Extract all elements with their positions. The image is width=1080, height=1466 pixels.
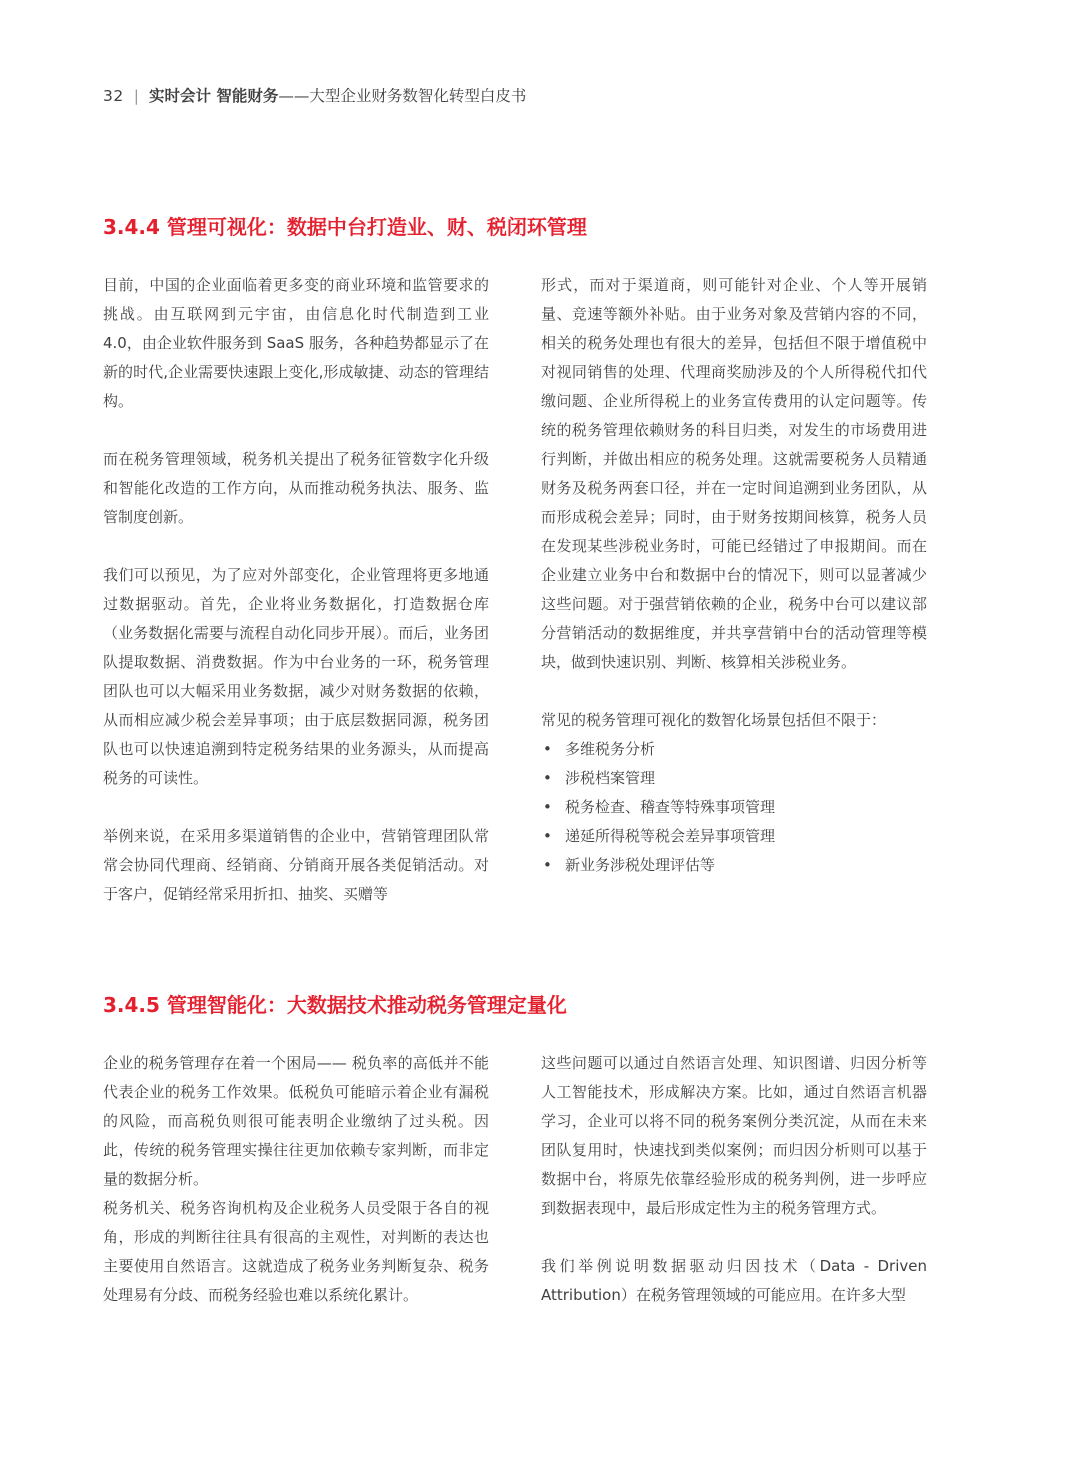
- list-intro: 常见的税务管理可视化的数智化场景包括但不限于：: [541, 711, 887, 729]
- paragraph: 而在税务管理领域，税务机关提出了税务征管数字化升级和智能化改造的工作方向，从而推动税务执法、服务、监管制度创新。: [103, 450, 489, 526]
- section-title-3-4-4: 3.4.4 管理可视化：数据中台打造业、财、税闭环管理: [103, 215, 587, 239]
- section-title-3-4-5: 3.4.5 管理智能化：大数据技术推动税务管理定量化: [103, 993, 567, 1017]
- paragraph: 税务机关、税务咨询机构及企业税务人员受限于各自的视角，形成的判断往往具有很高的主观性，对判断的表达也主要使用自然语言。这就造成了税务业务判断复杂、税务处理易有分歧、而税务经验也难以系统化累计。: [103, 1199, 489, 1304]
- paragraph: 我们可以预见，为了应对外部变化，企业管理将更多地通过数据驱动。首先，企业将业务数据化，打造数据仓库（业务数据化需要与流程自动化同步开展）。而后，业务团队提取数据、消费数据。作为中台业务的一环，税务管理团队也可以大幅采用业务数据，减少对财务数据的依赖，从而相应减少税会差异事项；由于底层数据同源，税务团队也可以快速追溯到特定税务结果的业务源头，从而提高税务的可读性。: [103, 566, 489, 787]
- paragraph: 目前，中国的企业面临着更多变的商业环境和监管要求的挑战。由互联网到元宇宙，由信息化时代制造到工业 4.0，由企业软件服务到 SaaS 服务，各种趋势都显示了在新的时代,企业需要快速跟上变化,形成敏捷、动态的管理结构。: [103, 276, 489, 410]
- paragraph: 这些问题可以通过自然语言处理、知识图谱、归因分析等人工智能技术，形成解决方案。比如，通过自然语言机器学习，企业可以将不同的税务案例分类沉淀，从而在未来团队复用时，快速找到类似案例；而归因分析则可以基于数据中台，将原先依靠经验形成的税务判例，进一步呼应到数据表现中，最后形成定性为主的税务管理方式。: [541, 1054, 927, 1217]
- page-number: 32: [103, 87, 124, 105]
- paragraph: 我们举例说明数据驱动归因技术（Data - Driven Attribution）在税务管理领域的可能应用。在许多大型: [541, 1257, 927, 1304]
- header-title-bold: 实时会计 智能财务: [148, 87, 279, 105]
- section2-left-column: [103, 1049, 489, 1310]
- running-header: [103, 84, 526, 108]
- paragraph: 企业的税务管理存在着一个困局—— 税负率的高低并不能代表企业的税务工作效果。低税负可能暗示着企业有漏税的风险，而高税负则很可能表明企业缴纳了过头税。因此，传统的税务管理实操往往更加依赖专家判断，而非定量的数据分析。: [103, 1054, 489, 1188]
- section1-right-column: [541, 271, 927, 880]
- paragraph: 举例来说，在采用多渠道销售的企业中，营销管理团队常常会协同代理商、经销商、分销商开展各类促销活动。对于客户，促销经常采用折扣、抽奖、买赠等: [103, 827, 489, 903]
- paragraph: 形式，而对于渠道商，则可能针对企业、个人等开展销量、竞速等额外补贴。由于业务对象及营销内容的不同，相关的税务处理也有很大的差异，包括但不限于增值税中对视同销售的处理、代理商奖励涉及的个人所得税代扣代缴问题、企业所得税上的业务宣传费用的认定问题等。传统的税务管理依赖财务的科目归类，对发生的市场费用进行判断，并做出相应的税务处理。这就需要税务人员精通财务及税务两套口径，并在一定时间追溯到业务团队，从而形成税会差异；同时，由于财务按期间核算，税务人员在发现某些涉税业务时，可能已经错过了申报期间。而在企业建立业务中台和数据中台的情况下，则可以显著减少这些问题。对于强营销依赖的企业，税务中台可以建议部分营销活动的数据维度，并共享营销中台的活动管理等模块，做到快速识别、判断、核算相关涉税业务。: [541, 276, 927, 671]
- section2-right-column: [541, 1049, 927, 1310]
- list-item: • 涉税档案管理: [541, 764, 927, 793]
- list-item: • 多维税务分析: [541, 735, 927, 764]
- list-item: • 税务检查、稽查等特殊事项管理: [541, 793, 927, 822]
- header-separator: |: [133, 87, 139, 105]
- list-item: • 新业务涉税处理评估等: [541, 851, 927, 880]
- list-item: • 递延所得税等税会差异事项管理: [541, 822, 927, 851]
- header-title-rest: ——大型企业财务数智化转型白皮书: [278, 87, 527, 105]
- scenario-list: [541, 735, 927, 880]
- section1-left-column: [103, 271, 489, 909]
